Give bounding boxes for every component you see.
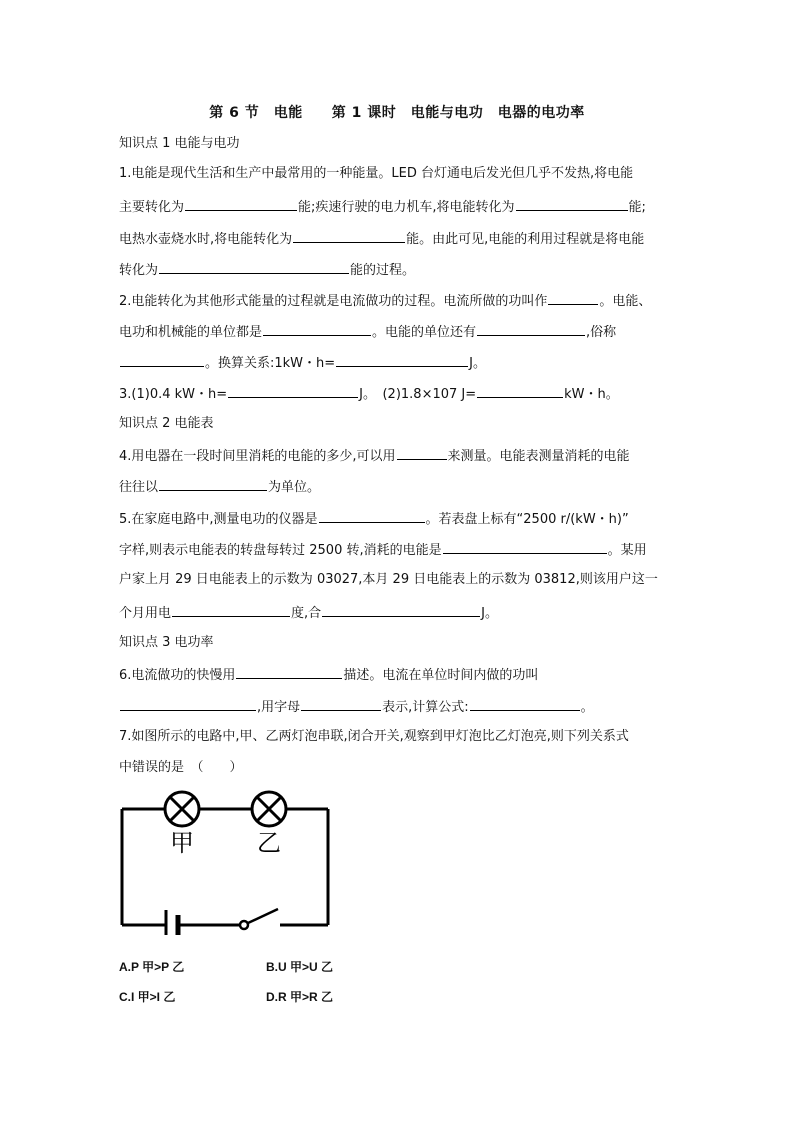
q5-line-2 bbox=[119, 539, 679, 561]
q1-text-3b: 能。由此可见,电能的利用过程就是将电能 bbox=[406, 232, 645, 247]
q2-text-3b: J。 bbox=[469, 356, 487, 371]
answer-blank[interactable] bbox=[477, 321, 585, 336]
q6-text-2a: ,用字母 bbox=[257, 700, 301, 715]
q2-line-1 bbox=[119, 290, 679, 312]
battery-icon bbox=[166, 910, 178, 935]
answer-blank[interactable] bbox=[172, 602, 290, 617]
answer-blank[interactable] bbox=[120, 696, 256, 711]
q7-text-2: 中错误的是 （ ） bbox=[119, 760, 243, 775]
answer-blank[interactable] bbox=[263, 321, 371, 336]
q4-text-2b: 为单位。 bbox=[268, 480, 321, 495]
answer-blank[interactable] bbox=[301, 696, 381, 711]
q2-text-3a: 。换算关系:1kW・h= bbox=[205, 356, 336, 371]
q5-text-2b: 。某用 bbox=[607, 543, 647, 558]
q2-line-2 bbox=[119, 321, 679, 343]
option-a[interactable]: A.P 甲>P 乙 bbox=[119, 960, 185, 974]
q1-line-1 bbox=[119, 164, 679, 184]
option-c[interactable]: C.I 甲>I 乙 bbox=[119, 990, 176, 1004]
q2-text-1a: 2.电能转化为其他形式能量的过程就是电流做功的过程。电流所做的功叫作 bbox=[119, 294, 548, 309]
answer-blank[interactable] bbox=[548, 290, 598, 305]
answer-blank[interactable] bbox=[397, 445, 447, 460]
lamp-yi-label: 乙 bbox=[257, 829, 281, 857]
q3-text-b: J。 (2)1.8×107 J= bbox=[359, 387, 477, 402]
answer-blank[interactable] bbox=[159, 476, 267, 491]
answer-blank[interactable] bbox=[443, 539, 607, 554]
option-b[interactable]: B.U 甲>U 乙 bbox=[266, 960, 334, 974]
q1-text-2c: 能; bbox=[628, 200, 646, 215]
q7-text-1: 7.如图所示的电路中,甲、乙两灯泡串联,闭合开关,观察到甲灯泡比乙灯泡亮,则下列关系式 bbox=[119, 729, 629, 744]
answer-blank[interactable] bbox=[228, 383, 358, 398]
answer-blank[interactable] bbox=[159, 259, 349, 274]
q5-line-3 bbox=[119, 570, 679, 590]
option-d[interactable]: D.R 甲>R 乙 bbox=[266, 990, 334, 1004]
q1-line-3 bbox=[119, 228, 679, 250]
q1-text-4b: 能的过程。 bbox=[350, 263, 416, 278]
q6-line-1 bbox=[119, 664, 679, 686]
lamp-yi-icon bbox=[252, 792, 286, 826]
section-heading-3: 知识点 3 电功率 bbox=[119, 635, 214, 650]
q1-text-2a: 主要转化为 bbox=[119, 200, 185, 215]
q5-text-1a: 5.在家庭电路中,测量电功的仪器是 bbox=[119, 512, 318, 527]
q6-text-1a: 6.电流做功的快慢用 bbox=[119, 668, 236, 683]
q1-line-2 bbox=[119, 196, 679, 218]
q5-text-3: 户家上月 29 日电能表上的示数为 03027,本月 29 日电能表上的示数为 03812,则该用户这一 bbox=[119, 572, 658, 587]
q4-text-1a: 4.用电器在一段时间里消耗的电能的多少,可以用 bbox=[119, 449, 396, 464]
q2-text-2a: 电功和机械能的单位都是 bbox=[119, 325, 263, 340]
switch-icon bbox=[240, 909, 278, 929]
circuit-diagram bbox=[110, 785, 350, 935]
q4-line-1 bbox=[119, 445, 679, 467]
q1-text-1: 1.电能是现代生活和生产中最常用的一种能量。LED 台灯通电后发光但几乎不发热,将电能 bbox=[119, 166, 634, 181]
section-heading-1: 知识点 1 电能与电功 bbox=[119, 136, 240, 151]
q5-text-2a: 字样,则表示电能表的转盘每转过 2500 转,消耗的电能是 bbox=[119, 543, 442, 558]
lamp-jia-icon bbox=[165, 792, 199, 826]
q5-text-4b: 度,合 bbox=[291, 606, 322, 621]
answer-blank[interactable] bbox=[319, 508, 425, 523]
q6-text-2c: 。 bbox=[580, 700, 594, 715]
q5-text-4a: 个月用电 bbox=[119, 606, 172, 621]
q1-text-4a: 转化为 bbox=[119, 263, 159, 278]
q6-line-2 bbox=[119, 696, 679, 718]
answer-blank[interactable] bbox=[516, 196, 628, 211]
page-title: 第 6 节 电能 第 1 课时 电能与电功 电器的电功率 bbox=[209, 105, 585, 121]
q1-line-4 bbox=[119, 259, 679, 281]
answer-blank[interactable] bbox=[120, 352, 204, 367]
q2-text-2c: ,俗称 bbox=[586, 325, 617, 340]
answer-blank[interactable] bbox=[236, 664, 342, 679]
q4-text-2a: 往往以 bbox=[119, 480, 159, 495]
answer-blank[interactable] bbox=[477, 383, 563, 398]
section-heading-2: 知识点 2 电能表 bbox=[119, 416, 214, 431]
answer-blank[interactable] bbox=[470, 696, 580, 711]
answer-blank[interactable] bbox=[293, 228, 405, 243]
q2-line-3 bbox=[119, 352, 679, 374]
answer-blank[interactable] bbox=[336, 352, 468, 367]
q3-text-c: kW・h。 bbox=[564, 387, 619, 402]
q1-text-3a: 电热水壶烧水时,将电能转化为 bbox=[119, 232, 293, 247]
q3-line bbox=[119, 383, 679, 405]
q7-line-1 bbox=[119, 727, 679, 747]
q3-text-a: 3.(1)0.4 kW・h= bbox=[119, 387, 228, 402]
q5-line-4 bbox=[119, 602, 679, 624]
answer-blank[interactable] bbox=[185, 196, 297, 211]
q4-text-1b: 来测量。电能表测量消耗的电能 bbox=[447, 449, 630, 464]
q5-text-4c: J。 bbox=[481, 606, 498, 621]
q6-text-1b: 描述。电流在单位时间内做的功叫 bbox=[343, 668, 539, 683]
q5-line-1 bbox=[119, 508, 679, 530]
answer-blank[interactable] bbox=[322, 602, 480, 617]
q4-line-2 bbox=[119, 476, 679, 498]
q5-text-1b: 。若表盘上标有“2500 r/(kW・h)” bbox=[425, 512, 629, 527]
q2-text-2b: 。电能的单位还有 bbox=[372, 325, 477, 340]
q6-text-2b: 表示,计算公式: bbox=[382, 700, 469, 715]
q2-text-1b: 。电能、 bbox=[599, 294, 652, 309]
q1-text-2b: 能;疾速行驶的电力机车,将电能转化为 bbox=[298, 200, 515, 215]
q7-line-2 bbox=[119, 758, 679, 778]
lamp-jia-label: 甲 bbox=[170, 829, 194, 857]
